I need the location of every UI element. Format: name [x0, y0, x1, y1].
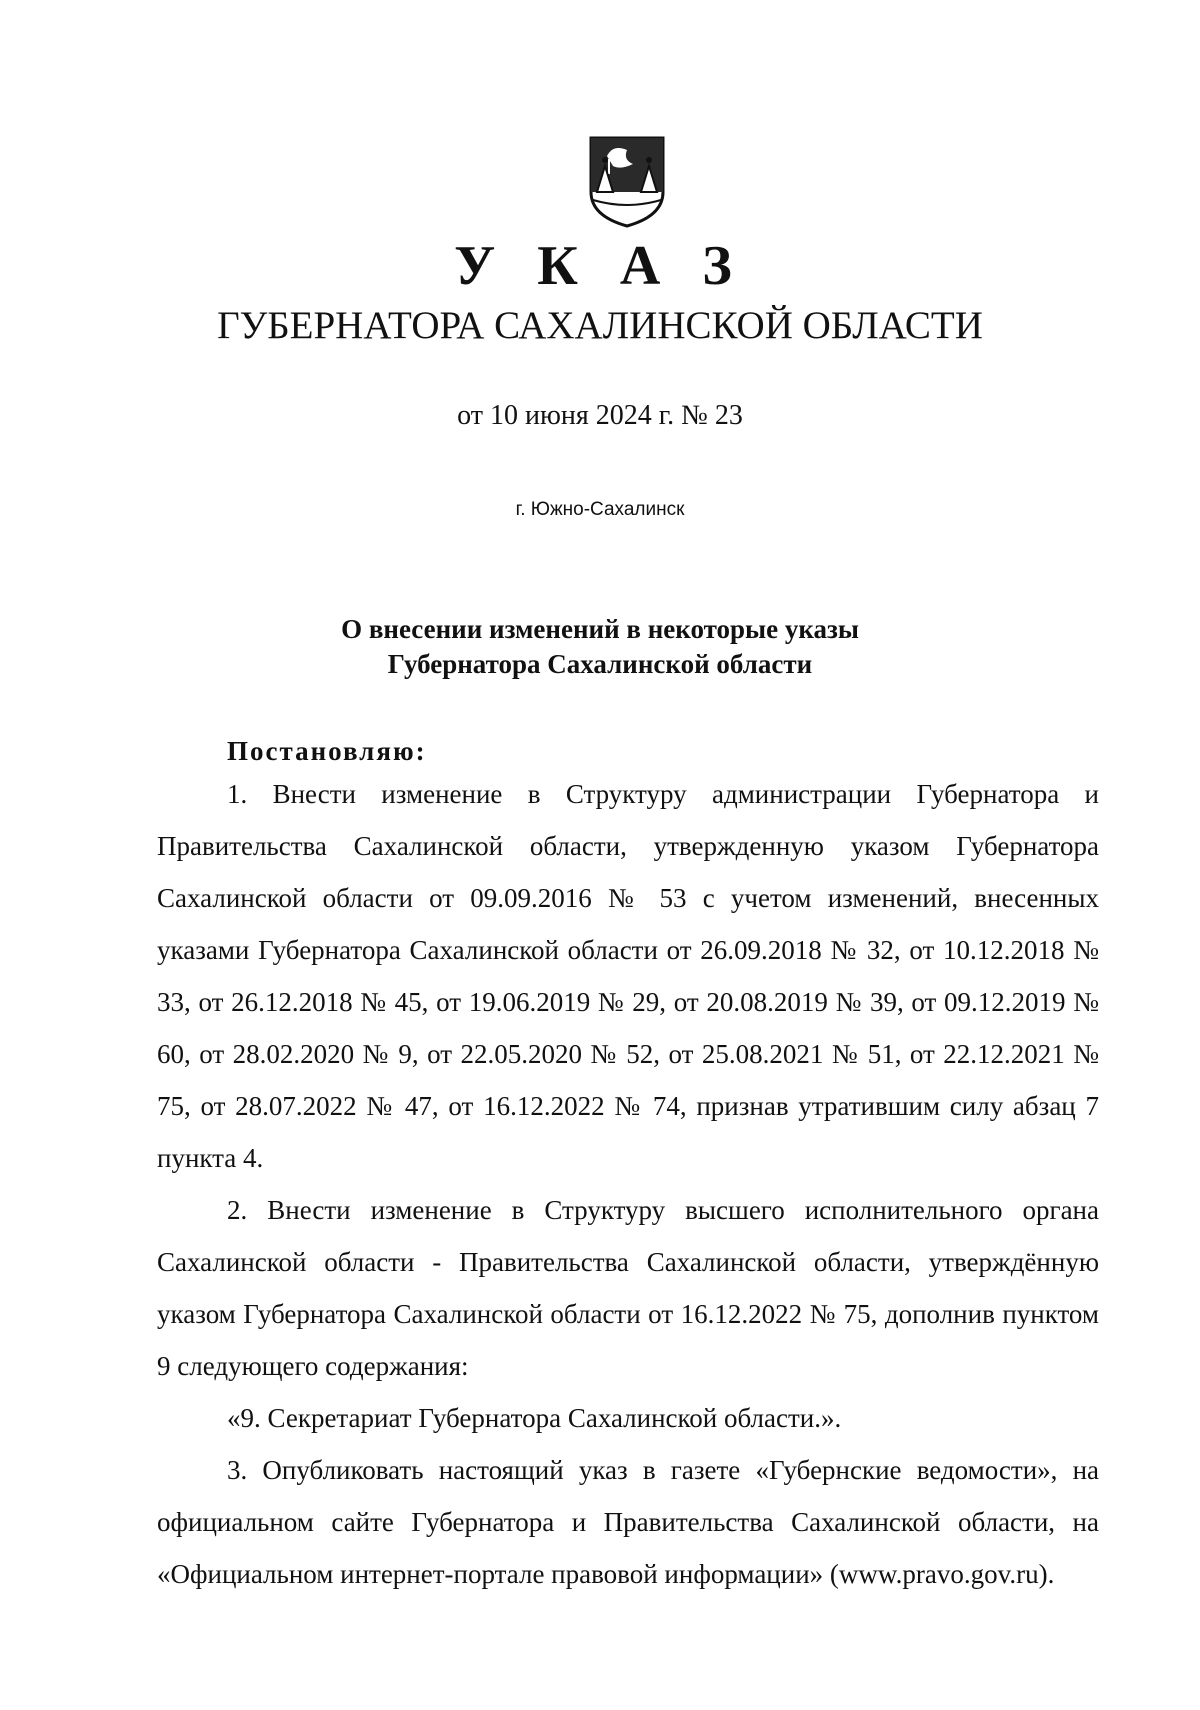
- document-heading: [0, 612, 1200, 682]
- heading-line-1: О внесении изменений в некоторые указы: [341, 614, 859, 644]
- heading-line-2: Губернатора Сахалинской области: [387, 649, 813, 679]
- decree-word: Постановляю:: [227, 736, 427, 766]
- city-line: г. Южно-Сахалинск: [515, 499, 685, 520]
- document-title: У К А З: [454, 235, 746, 297]
- date-number-line: от 10 июня 2024 г. № 23: [457, 400, 743, 431]
- paragraph-3: 3. Опубликовать настоящий указ в газете «Губернские ведомости», на официальном сайте Губернатора и Правительства Сахалинской области, на «Официальном интернет-портале правовой информации» (www.pravo.gov.ru).: [157, 1455, 1099, 1589]
- paragraph-2-quote: «9. Секретариат Губернатора Сахалинской области.».: [227, 1403, 842, 1433]
- issuer-title: ГУБЕРНАТОРА САХАЛИНСКОЙ ОБЛАСТИ: [217, 304, 983, 347]
- paragraph-1: 1. Внести изменение в Структуру администрации Губернатора и Правительства Сахалинской области, утвержденную указом Губернатора Сахалинской области от 09.09.2016 № 53 с учетом изменений, внесенных указами Губернатора Сахалинской области от 26.09.2018 № 32, от 10.12.2018 № 33, от 26.12.2018 № 45, от 19.06.2019 № 29, от 20.08.2019 № 39, от 09.12.2019 № 60, от 28.02.2020 № 9, от 22.05.2020 № 52, от 25.08.2021 № 51, от 22.12.2021 № 75, от 28.07.2022 № 47, от 16.12.2022 № 74, признав утратившим силу абзац 7 пункта 4.: [157, 779, 1099, 1173]
- document-body: [157, 768, 1099, 1600]
- coat-of-arms-icon: [583, 130, 671, 230]
- paragraph-2: 2. Внести изменение в Структуру высшего исполнительного органа Сахалинской области - Правительства Сахалинской области, утверждённую указом Губернатора Сахалинской области от 16.12.2022 № 75, дополнив пунктом 9 следующего содержания:: [157, 1195, 1099, 1381]
